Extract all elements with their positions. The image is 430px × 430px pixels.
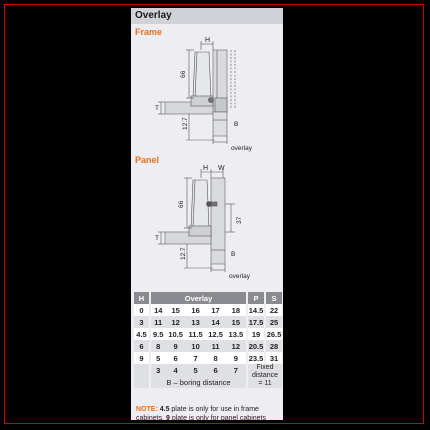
cell: 0	[134, 304, 149, 316]
table-row	[134, 352, 282, 364]
cell: 15	[226, 316, 246, 328]
cell: 12.5	[205, 328, 225, 340]
frame-dim-12-7: 12.7	[182, 117, 189, 130]
cell: 13.5	[226, 328, 246, 340]
b-values-row	[134, 364, 282, 376]
panel-overlay-callout: overlay	[229, 273, 250, 280]
header-p: P	[248, 292, 264, 304]
cell: 31	[266, 352, 282, 364]
table-row	[134, 304, 282, 316]
cell: 5	[151, 352, 165, 364]
frame-dim-b: B	[234, 121, 239, 128]
table-row	[134, 328, 282, 340]
cell: 12	[226, 340, 246, 352]
overlay-table	[134, 292, 282, 388]
header-h: H	[134, 292, 149, 304]
panel-dim-12-7: 12.7	[180, 247, 187, 260]
panel-dim-b: B	[231, 251, 236, 258]
boring-distance-label: B – boring distance	[151, 376, 246, 388]
cell: 6	[165, 352, 185, 364]
note: NOTE: 4.5 plate is only for use in frame cabinets, 9 plate is only for panel cabinets	[136, 406, 266, 422]
table-row	[134, 316, 282, 328]
cell: 26.5	[266, 329, 282, 339]
cell: 8	[205, 352, 225, 364]
cell: 15	[165, 304, 185, 316]
b-value: 7	[226, 364, 246, 376]
section-header	[131, 8, 283, 24]
b-value: 6	[205, 364, 225, 376]
cell: 14	[205, 316, 225, 328]
b-value: 3	[151, 364, 165, 376]
cell: 11.5	[186, 328, 206, 340]
panel-dim-37: 37	[236, 216, 243, 224]
cell: 22	[266, 304, 282, 316]
cell: 14.5	[248, 305, 264, 315]
cell: 11	[205, 340, 225, 352]
cell: 9	[134, 352, 149, 364]
table-row	[134, 340, 282, 352]
cell: 17.5	[248, 317, 264, 327]
cell: 7	[186, 352, 206, 364]
panel-dim-w: W	[218, 165, 225, 172]
cell: 16	[186, 304, 206, 316]
section-title: Overlay	[135, 10, 172, 21]
panel-label: Panel	[135, 155, 160, 165]
spec-panel	[131, 8, 283, 420]
cell: 6	[134, 340, 149, 352]
cell: 19	[248, 328, 264, 340]
cell: 20.5	[248, 341, 264, 351]
cell: 10	[186, 340, 206, 352]
cell: 8	[151, 340, 165, 352]
cell: 17	[205, 304, 225, 316]
b-value: 4	[165, 364, 185, 376]
frame-overlay-callout: overlay	[231, 145, 252, 152]
cell: 11	[151, 316, 165, 328]
header-overlay: Overlay	[151, 292, 246, 304]
b-value: 5	[186, 364, 206, 376]
cell: 28	[266, 340, 282, 352]
cell: 9.5	[151, 328, 165, 340]
panel-hinge-diagram	[131, 164, 283, 282]
cell: 23.5	[248, 353, 264, 363]
cell: 12	[165, 316, 185, 328]
panel-dim-66: 66	[178, 200, 185, 208]
panel-dim-t: T	[155, 235, 159, 242]
header-s: S	[266, 292, 282, 304]
frame-dim-66: 66	[180, 70, 187, 78]
cell: 9	[226, 352, 246, 364]
cell: 4.5	[134, 328, 149, 340]
frame-hinge-diagram	[131, 36, 283, 154]
fixed-distance: Fixed distance = 11	[248, 364, 282, 388]
cell: 13	[186, 316, 206, 328]
panel-dim-h: H	[203, 165, 209, 172]
cell: 14	[151, 304, 165, 316]
cell: 10.5	[165, 328, 185, 340]
cell: 25	[266, 316, 282, 328]
cell: 3	[134, 316, 149, 328]
cell: 9	[165, 340, 185, 352]
frame-dim-h: H	[205, 37, 211, 44]
cell: 18	[226, 304, 246, 316]
frame-dim-t: T	[155, 105, 159, 112]
frame-label: Frame	[135, 27, 163, 37]
